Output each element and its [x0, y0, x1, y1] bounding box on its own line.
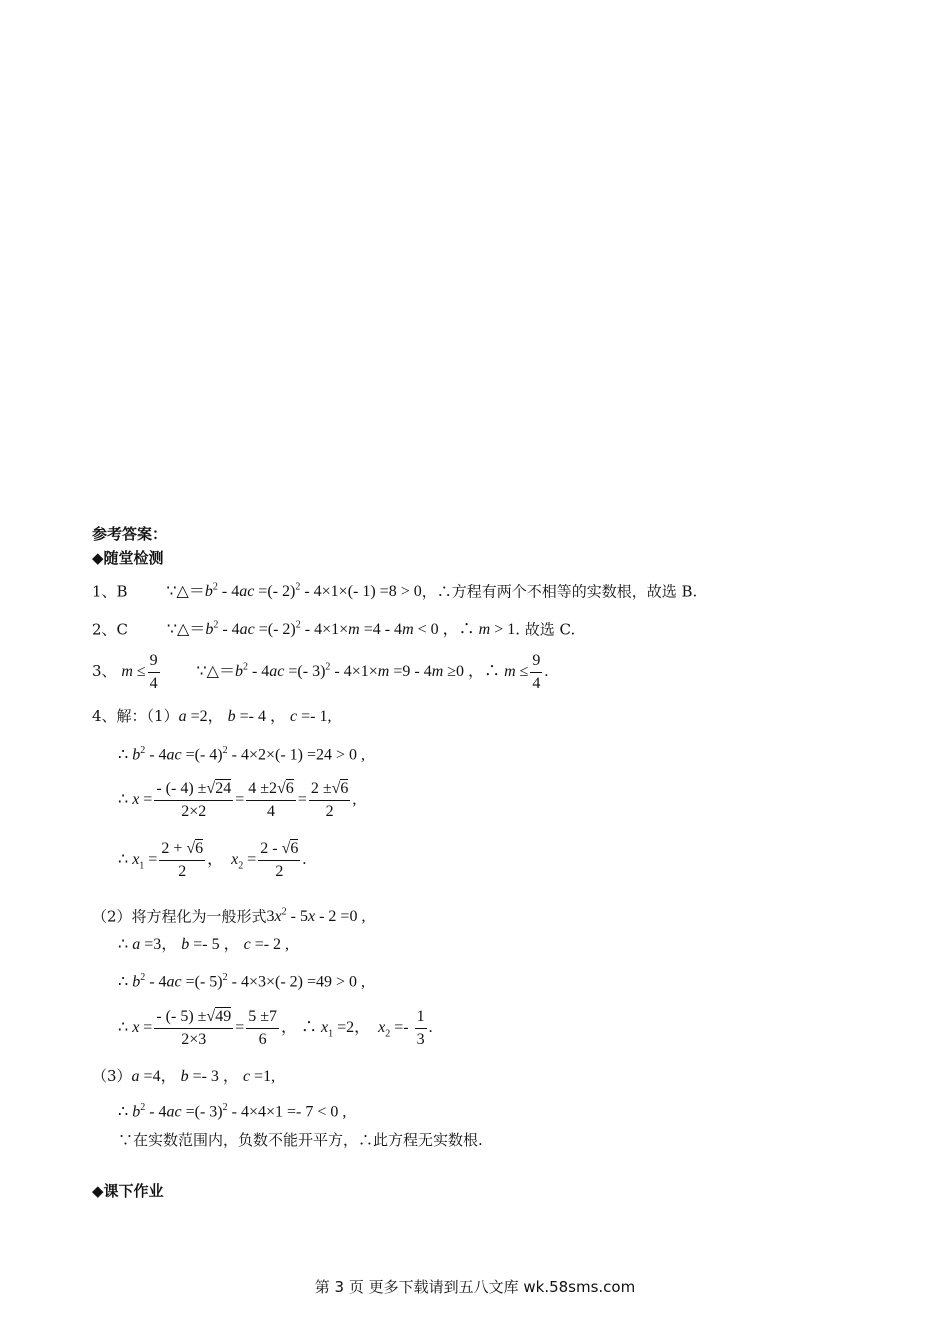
answer-4-conclusion: ∵在实数范围内，负数不能开平方，∴此方程无实数根.: [118, 1131, 483, 1149]
answer-4-part2-coeffs: ∴ a =3， b =- 5 ， c =- 2 ,: [118, 936, 290, 953]
answer-4-part2-intro: （2）将方程化为一般形式$3x^2 - 5x - 2 =0$ ,: [92, 907, 366, 926]
answer-3: 3、 m ≤ $\frac{9}{4}$ $\because\triangle=b^2 - 4ac$ =(- 3)$^2$ - 4×1×m =9 - 4m ≥0 ，∴ m ≤ $\frac{9}{4}$ .: [92, 652, 549, 692]
answer-4-part3-discriminant: ∴ $b^2 - 4ac$ =(- 3)$^2$ - 4×4×1 =- 7 < 0 ,: [118, 1102, 347, 1121]
answer-4-intro: 4、解：（1）a =2， b =- 4 ， c =- 1,: [92, 707, 332, 725]
answer-4-roots: ∴ $x_1$ = $\frac{2 + √6}{2}$ ， $x_2$ = $\frac{2 - √6}{2}$ .: [118, 840, 307, 880]
answer-2: 2、C $\because\triangle=b^2 - 4ac$ =(- 2)$^2$ - 4×1×m =4 - 4m < 0 ，∴ m > 1. 故选 C.: [92, 620, 576, 639]
answer-4-formula: ∴ x = $\frac{- (- 4) \pm√24}{2\times 2}$ = $\frac{4 \pm 2√6}{4}$ = $\frac{2 \pm√6}{2}$ ,: [118, 780, 357, 820]
answer-4-part2-roots: ∴ x = $\frac{- (- 5) \pm√49}{2\times 3}$ = $\frac{5 \pm 7}{6}$ ， ∴ $x_1 =2$， $x_2$ =- $\frac{1}{3}$ .: [118, 1008, 433, 1048]
answer-4-part3-intro: （3）a =4， b =- 3 ， c =1,: [92, 1067, 276, 1085]
answer-heading: 参考答案：: [92, 525, 168, 543]
section-homework: ◆课下作业: [92, 1182, 164, 1200]
section-classroom-test: ◆随堂检测: [92, 549, 164, 567]
answer-4-part2-discriminant: ∴ $b^2 - 4ac$ =(- 5)$^2$ - 4×3×(- 2) =49 > 0 ,: [118, 972, 366, 991]
page-footer: 第 3 页 更多下载请到五八文库 wk.58sms.com: [314, 1278, 636, 1296]
answer-1: 1、B $\because\triangle=b^2 - 4ac$ =(- 2)$^2$ - 4×1×(- 1) =8 > 0，∴方程有两个不相等的实数根，故选 B.: [92, 582, 698, 601]
answer-4-discriminant: ∴ $b^2 - 4ac$ =(- 4)$^2$ - 4×2×(- 1) =24 > 0 ,: [118, 745, 366, 764]
